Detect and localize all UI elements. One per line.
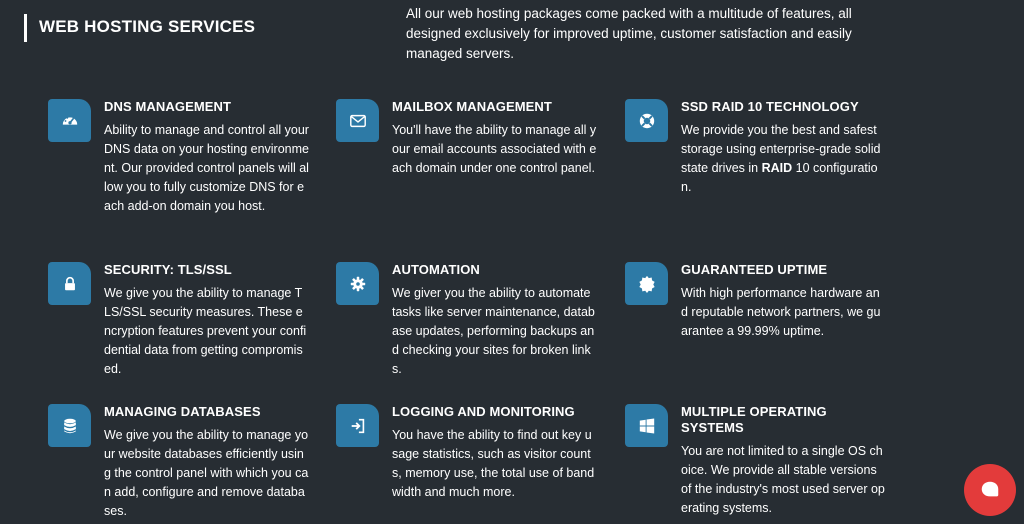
dashboard-icon xyxy=(48,99,91,142)
section-intro: All our web hosting packages come packed with a multitude of features, all designed exclusively for improved uptime, customer satisfaction and easily managed servers. xyxy=(406,6,852,61)
badge-icon xyxy=(625,262,668,305)
feature-description: With high performance hardware and reputable network partners, we guarantee a 99.99% uptime. xyxy=(681,286,881,338)
lock-icon xyxy=(48,262,91,305)
feature-title: MULTIPLE OPERATING SYSTEMS xyxy=(681,404,827,435)
feature-description: You'll have the ability to manage all your email accounts associated with each domain under one control panel. xyxy=(392,123,597,175)
feature-title: AUTOMATION xyxy=(392,262,480,277)
feature-description: We give you the ability to manage your website databases efficiently using the control panel with which you can add, configure and remove databases. xyxy=(104,428,309,518)
feature-description: We give you the ability to manage TLS/SSL security measures. These encryption features prevent your confidential data from getting compromised. xyxy=(104,286,307,376)
feature-managing-databases xyxy=(104,404,309,521)
feature-multiple-os xyxy=(681,404,886,518)
feature-mailbox-management xyxy=(392,99,597,178)
section-title: WEB HOSTING SERVICES xyxy=(39,17,256,36)
feature-security-tls-ssl xyxy=(104,262,309,379)
chat-button[interactable] xyxy=(964,464,1016,516)
feature-title: SECURITY: TLS/SSL xyxy=(104,262,232,277)
feature-dns-management xyxy=(104,99,309,216)
windows-icon xyxy=(625,404,668,447)
feature-title: SSD RAID 10 TECHNOLOGY xyxy=(681,99,859,114)
database-icon xyxy=(48,404,91,447)
feature-title: MANAGING DATABASES xyxy=(104,404,261,419)
feature-title: GUARANTEED UPTIME xyxy=(681,262,828,277)
feature-title: LOGGING AND MONITORING xyxy=(392,404,575,419)
gear-icon xyxy=(336,262,379,305)
feature-description: Ability to manage and control all your DNS data on your hosting environment. Our provided control panels will allow you to fully customize DNS for each add-on domain you host. xyxy=(104,123,309,213)
life-ring-icon xyxy=(625,99,668,142)
chat-bubble-icon xyxy=(979,479,1001,501)
feature-title: DNS MANAGEMENT xyxy=(104,99,232,114)
feature-description: You are not limited to a single OS choice. We provide all stable versions of the industry's most used server operating systems. xyxy=(681,444,885,515)
feature-guaranteed-uptime xyxy=(681,262,886,341)
section-title-accent-bar xyxy=(24,14,27,42)
feature-description: You have the ability to find out key usage statistics, such as visitor counts, memory use, the total use of bandwidth and much more. xyxy=(392,428,595,499)
sign-in-icon xyxy=(336,404,379,447)
feature-logging-monitoring xyxy=(392,404,597,502)
feature-title: MAILBOX MANAGEMENT xyxy=(392,99,552,114)
feature-description: We giver you the ability to automate tasks like server maintenance, database updates, performing backups and checking your sites for broken links. xyxy=(392,286,595,376)
feature-description: We provide you the best and safest storage using enterprise-grade solid state drives in RAID 10 configuration. xyxy=(681,123,881,194)
feature-automation xyxy=(392,262,597,379)
envelope-icon xyxy=(336,99,379,142)
feature-ssd-raid xyxy=(681,99,886,197)
